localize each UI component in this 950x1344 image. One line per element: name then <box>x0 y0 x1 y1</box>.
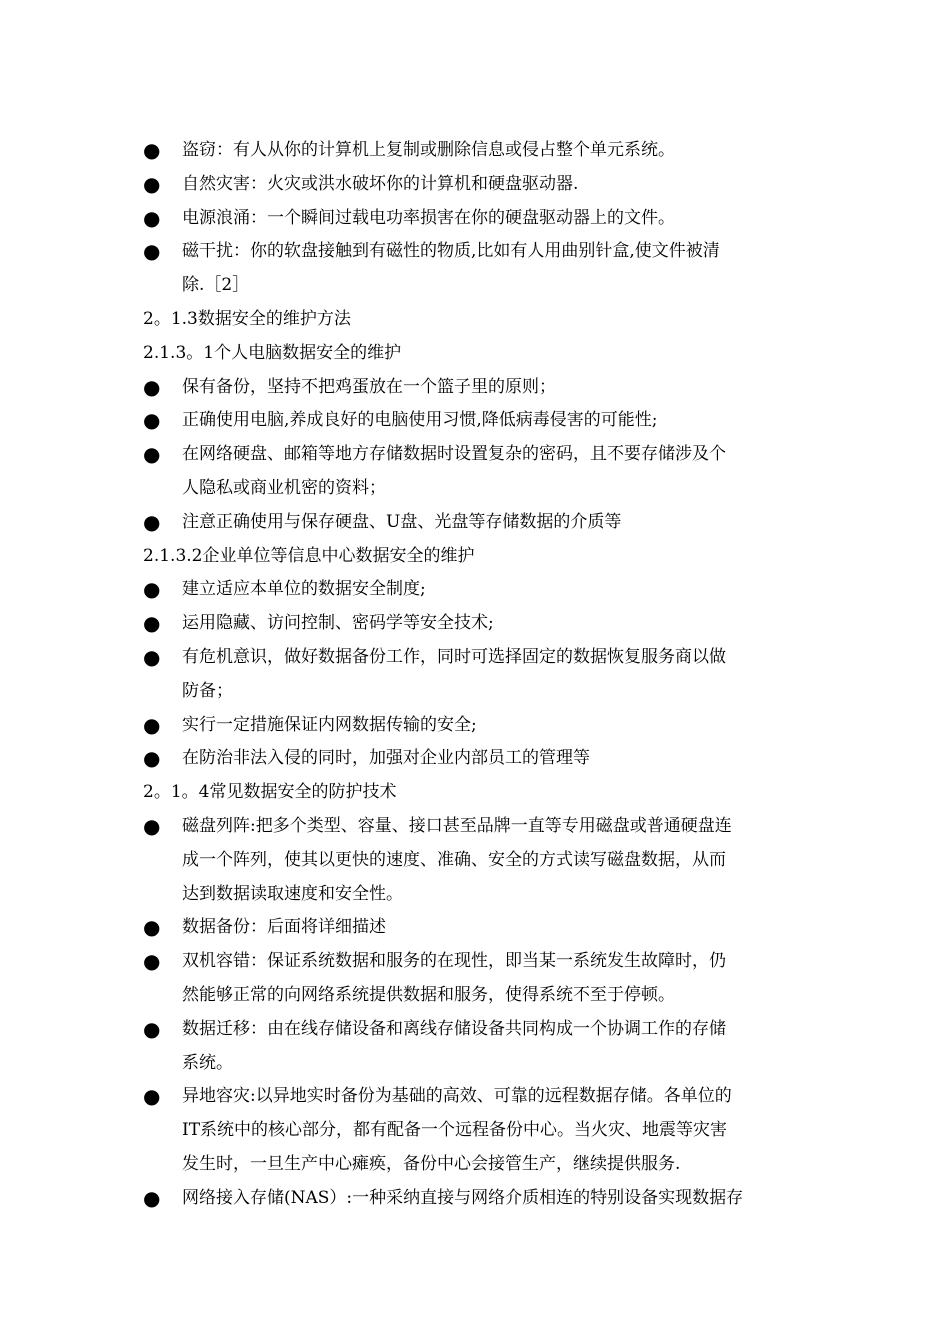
item-text: 发生时，一旦生产中心瘫痪，备份中心会接管生产，继续提供服务. <box>182 1154 681 1174</box>
heading-text: 2.1.3。1个人电脑数据安全的维护 <box>143 342 402 363</box>
bullet-item <box>0 201 950 235</box>
bullet-icon: ● <box>143 1016 161 1041</box>
item-text: 网络接入存储(NAS）:一种采纳直接与网络介质相连的特别设备实现数据存 <box>182 1187 744 1208</box>
item-text: 盗窃：有人从你的计算机上复制或删除信息或侵占整个单元系统。 <box>182 140 675 160</box>
bullet-icon: ● <box>143 408 161 433</box>
heading-text: 2.1.3.2企业单位等信息中心数据安全的维护 <box>143 545 475 566</box>
item-text: 磁盘列阵:把多个类型、容量、接口甚至品牌一直等专用磁盘或普通硬盘连 <box>182 816 732 836</box>
bullet-item <box>0 606 950 640</box>
bullet-continuation <box>0 471 950 505</box>
bullet-item <box>0 640 950 674</box>
heading-text: 2。1.3数据安全的维护方法 <box>143 309 351 329</box>
item-text: 注意正确使用与保存硬盘、U盘、光盘等存储数据的介质等 <box>182 511 622 532</box>
item-text: 建立适应本单位的数据安全制度; <box>182 579 426 600</box>
bullet-continuation <box>0 843 950 877</box>
bullet-icon: ● <box>143 814 161 838</box>
section-heading <box>0 302 950 336</box>
bullet-item <box>0 403 950 437</box>
item-text: 系统。 <box>182 1052 233 1073</box>
bullet-icon: ● <box>143 171 161 196</box>
item-text: 正确使用电脑,养成良好的电脑使用习惯,降低病毒侵害的可能性; <box>182 410 658 431</box>
item-text: 然能够正常的向网络系统提供数据和服务，使得系统不至于停顿。 <box>182 985 675 1005</box>
bullet-continuation <box>0 1113 950 1147</box>
bullet-item <box>0 910 950 944</box>
bullet-continuation <box>0 1147 950 1181</box>
bullet-item <box>0 944 950 978</box>
item-text: 电源浪涌：一个瞬间过载电功率损害在你的硬盘驱动器上的文件。 <box>182 207 675 228</box>
bullet-item <box>0 167 950 201</box>
item-text: 数据备份：后面将详细描述 <box>182 917 386 938</box>
item-text: 防备； <box>182 680 233 701</box>
bullet-icon: ● <box>143 138 161 162</box>
bullet-icon: ● <box>143 949 161 974</box>
bullet-continuation <box>0 1046 950 1080</box>
bullet-icon: ● <box>143 611 161 636</box>
bullet-item <box>0 437 950 471</box>
bullet-item <box>0 505 950 539</box>
section-heading <box>0 336 950 370</box>
bullet-icon: ● <box>143 1084 161 1109</box>
item-text: 双机容错：保证系统数据和服务的在现性，即当某一系统发生故障时，仍 <box>182 951 726 972</box>
item-text: 异地容灾:以异地实时备份为基础的高效、可靠的远程数据存储。各单位的 <box>182 1086 732 1107</box>
bullet-icon: ● <box>143 1185 161 1210</box>
item-text: 有危机意识，做好数据备份工作，同时可选择固定的数据恢复服务商以做 <box>182 647 726 667</box>
section-heading <box>0 775 950 809</box>
bullet-icon: ● <box>143 915 161 940</box>
item-text: 保有备份，坚持不把鸡蛋放在一个篮子里的原则； <box>182 376 556 397</box>
bullet-icon: ● <box>143 645 161 669</box>
bullet-icon: ● <box>143 509 161 534</box>
bullet-continuation <box>0 978 950 1012</box>
item-text: 在防治非法入侵的同时，加强对企业内部员工的管理等 <box>182 748 590 769</box>
item-text: 人隐私或商业机密的资料； <box>182 478 386 498</box>
item-text: 磁干扰：你的软盘接触到有磁性的物质,比如有人用曲别针盒,使文件被清 <box>182 241 720 262</box>
bullet-item <box>0 1181 950 1215</box>
bullet-item <box>0 133 950 167</box>
item-text: 运用隐藏、访问控制、密码学等安全技术; <box>182 613 494 634</box>
bullet-continuation <box>0 877 950 911</box>
item-text: 数据迁移：由在线存储设备和离线存储设备共同构成一个协调工作的存储 <box>182 1018 726 1039</box>
bullet-continuation <box>0 674 950 708</box>
heading-text: 2。1。4常见数据安全的防护技术 <box>143 782 397 803</box>
bullet-item <box>0 370 950 404</box>
item-text: 在网络硬盘、邮箱等地方存储数据时设置复杂的密码，且不要存储涉及个 <box>182 444 726 465</box>
bullet-item <box>0 234 950 268</box>
bullet-item <box>0 809 950 843</box>
bullet-item <box>0 1079 950 1113</box>
bullet-icon: ● <box>143 712 161 737</box>
bullet-icon: ● <box>143 577 161 602</box>
bullet-item <box>0 741 950 775</box>
item-text: IT系统中的核心部分，都有配备一个远程备份中心。当火灾、地震等灾害 <box>182 1120 728 1141</box>
item-text: 实行一定措施保证内网数据传输的安全; <box>182 714 477 735</box>
bullet-item <box>0 572 950 606</box>
bullet-icon: ● <box>143 374 161 399</box>
item-text: 成一个阵列，使其以更快的速度、准确、安全的方式读写磁盘数据，从而 <box>182 849 726 870</box>
bullet-icon: ● <box>143 205 161 230</box>
section-heading <box>0 539 950 573</box>
bullet-icon: ● <box>143 746 161 771</box>
item-text: 除.［2］ <box>182 275 250 296</box>
bullet-continuation <box>0 268 950 302</box>
bullet-icon: ● <box>143 239 161 264</box>
bullet-item <box>0 1012 950 1046</box>
bullet-item <box>0 708 950 742</box>
bullet-icon: ● <box>143 442 161 467</box>
item-text: 达到数据读取速度和安全性。 <box>182 883 403 904</box>
item-text: 自然灾害：火灾或洪水破坏你的计算机和硬盘驱动器. <box>182 173 579 194</box>
